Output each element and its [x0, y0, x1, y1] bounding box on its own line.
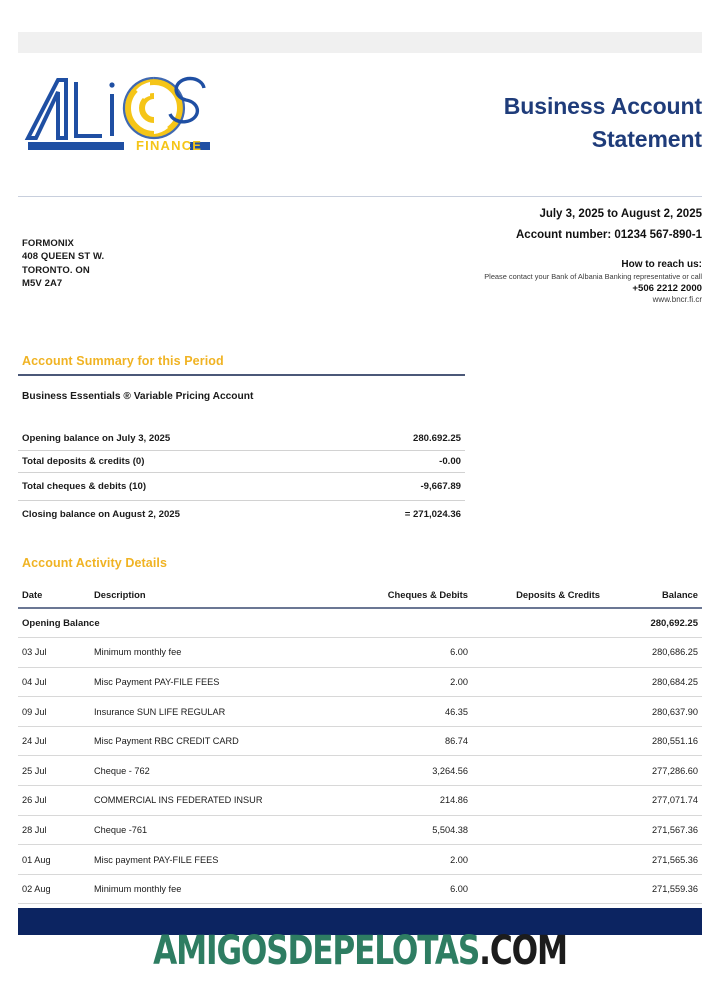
summary-section-heading: Account Summary for this Period: [22, 354, 224, 368]
table-row: [18, 726, 702, 756]
summary-label: Opening balance on July 3, 2025: [18, 428, 340, 450]
cell-description: Minimum monthly fee: [90, 638, 340, 668]
summary-amount: 280.692.25: [340, 428, 465, 450]
activity-header-row: [18, 585, 702, 608]
logo-tagline: FINANCE: [136, 138, 203, 153]
account-info-block: [282, 208, 702, 304]
cell-balance: 280,551.16: [604, 726, 702, 756]
cell-balance: 280,686.25: [604, 638, 702, 668]
cell-balance: 271,565.36: [604, 845, 702, 875]
alios-finance-logo: [18, 68, 218, 158]
customer-postal-code: M5V 2A7: [22, 278, 63, 290]
statement-period: July 3, 2025 to August 2, 2025: [539, 208, 702, 220]
account-summary-table: [18, 428, 465, 528]
cell-date: 24 Jul: [18, 726, 90, 756]
account-number: Account number: 01234 567-890-1: [516, 229, 702, 241]
cell-credit: [472, 667, 604, 697]
table-row: [18, 845, 702, 875]
cell-credit: [472, 608, 604, 638]
cell-description: Cheque -761: [90, 815, 340, 845]
customer-address-line2: TORONTO. ON: [22, 264, 90, 276]
header-divider: [18, 196, 702, 197]
cell-date: 02 Aug: [18, 874, 90, 904]
summary-amount: = 271,024.36: [404, 508, 461, 520]
cell-credit: [472, 815, 604, 845]
cell-credit: [472, 726, 604, 756]
column-header-debits: Cheques & Debits: [340, 585, 472, 608]
summary-row: [18, 450, 465, 472]
customer-name: FORMONIX: [22, 238, 74, 249]
summary-section-rule: [18, 374, 465, 376]
column-header-credits: Deposits & Credits: [472, 585, 604, 608]
statement-header: [18, 60, 702, 170]
cell-debit: 2.00: [340, 667, 472, 697]
summary-row: [18, 428, 465, 450]
summary-amount: -9,667.89: [340, 472, 465, 500]
table-row: [18, 756, 702, 786]
cell-balance: 280,637.90: [604, 697, 702, 727]
column-header-balance: Balance: [604, 585, 702, 608]
cell-date: 01 Aug: [18, 845, 90, 875]
cell-date: 03 Jul: [18, 638, 90, 668]
activity-table-body: [18, 608, 702, 904]
cell-description: Misc Payment RBC CREDIT CARD: [90, 726, 340, 756]
reach-us-heading: How to reach us:: [621, 259, 702, 270]
cell-debit: [340, 608, 472, 638]
cell-description: Misc Payment PAY-FILE FEES: [90, 667, 340, 697]
cell-balance: 277,286.60: [604, 756, 702, 786]
cell-debit: 2.00: [340, 845, 472, 875]
cell-balance: 271,559.36: [604, 874, 702, 904]
summary-label: Closing balance on August 2, 2025: [22, 508, 180, 520]
summary-row: [18, 500, 465, 528]
page-title-line1: Business Account: [503, 93, 702, 119]
cell-debit: 86.74: [340, 726, 472, 756]
cell-debit: 46.35: [340, 697, 472, 727]
cell-debit: 6.00: [340, 638, 472, 668]
contact-note: Please contact your Bank of Albania Banking representative or call: [484, 272, 702, 281]
cell-description: COMMERCIAL INS FEDERATED INSUR: [90, 786, 340, 816]
cell-date: 28 Jul: [18, 815, 90, 845]
table-row: [18, 667, 702, 697]
summary-amount: -0.00: [340, 450, 465, 472]
table-row: [18, 608, 702, 638]
product-name: Business Essentials ® Variable Pricing Account: [22, 391, 254, 402]
cell-balance: 271,567.36: [604, 815, 702, 845]
activity-table-head: [18, 585, 702, 608]
cell-credit: [472, 786, 604, 816]
summary-label: Total deposits & credits (0): [18, 450, 340, 472]
cell-credit: [472, 697, 604, 727]
cell-description: Minimum monthly fee: [90, 874, 340, 904]
customer-address-line1: 408 QUEEN ST W.: [22, 251, 105, 263]
cell-description: Insurance SUN LIFE REGULAR: [90, 697, 340, 727]
summary-row: [18, 472, 465, 500]
table-row: [18, 697, 702, 727]
opening-balance-amount: 280,692.25: [604, 608, 702, 638]
contact-phone[interactable]: +506 2212 2000: [632, 283, 702, 294]
cell-debit: 6.00: [340, 874, 472, 904]
cell-debit: 214.86: [340, 786, 472, 816]
cell-credit: [472, 845, 604, 875]
top-gray-band: [18, 32, 702, 53]
cell-date: 04 Jul: [18, 667, 90, 697]
customer-address-block: [22, 237, 104, 291]
opening-balance-label: Opening Balance: [18, 608, 340, 638]
page-title: [282, 90, 702, 157]
summary-label: Total cheques & debits (10): [18, 472, 340, 500]
cell-balance: 277,071.74: [604, 786, 702, 816]
cell-debit: 5,504.38: [340, 815, 472, 845]
cell-balance: 280,684.25: [604, 667, 702, 697]
table-row: [18, 638, 702, 668]
table-row: [18, 786, 702, 816]
footer-navy-bar: [18, 908, 702, 935]
cell-date: 25 Jul: [18, 756, 90, 786]
column-header-description: Description: [90, 585, 340, 608]
page-title-line2: Statement: [591, 126, 702, 153]
cell-date: 09 Jul: [18, 697, 90, 727]
column-header-date: Date: [18, 585, 90, 608]
cell-description: Misc payment PAY-FILE FEES: [90, 845, 340, 875]
cell-date: 26 Jul: [18, 786, 90, 816]
activity-section-heading: Account Activity Details: [22, 556, 168, 570]
watermark-tld: .COM: [479, 928, 567, 974]
watermark-site-name: AMIGOSDEPELOTAS: [153, 928, 480, 974]
account-summary-body: [18, 428, 465, 528]
table-row: [18, 815, 702, 845]
cell-description: Cheque - 762: [90, 756, 340, 786]
cell-credit: [472, 638, 604, 668]
cell-credit: [472, 874, 604, 904]
table-row: [18, 874, 702, 904]
account-activity-table: [18, 585, 702, 904]
contact-website[interactable]: www.bncr.fi.cr: [652, 295, 702, 304]
cell-debit: 3,264.56: [340, 756, 472, 786]
cell-credit: [472, 756, 604, 786]
